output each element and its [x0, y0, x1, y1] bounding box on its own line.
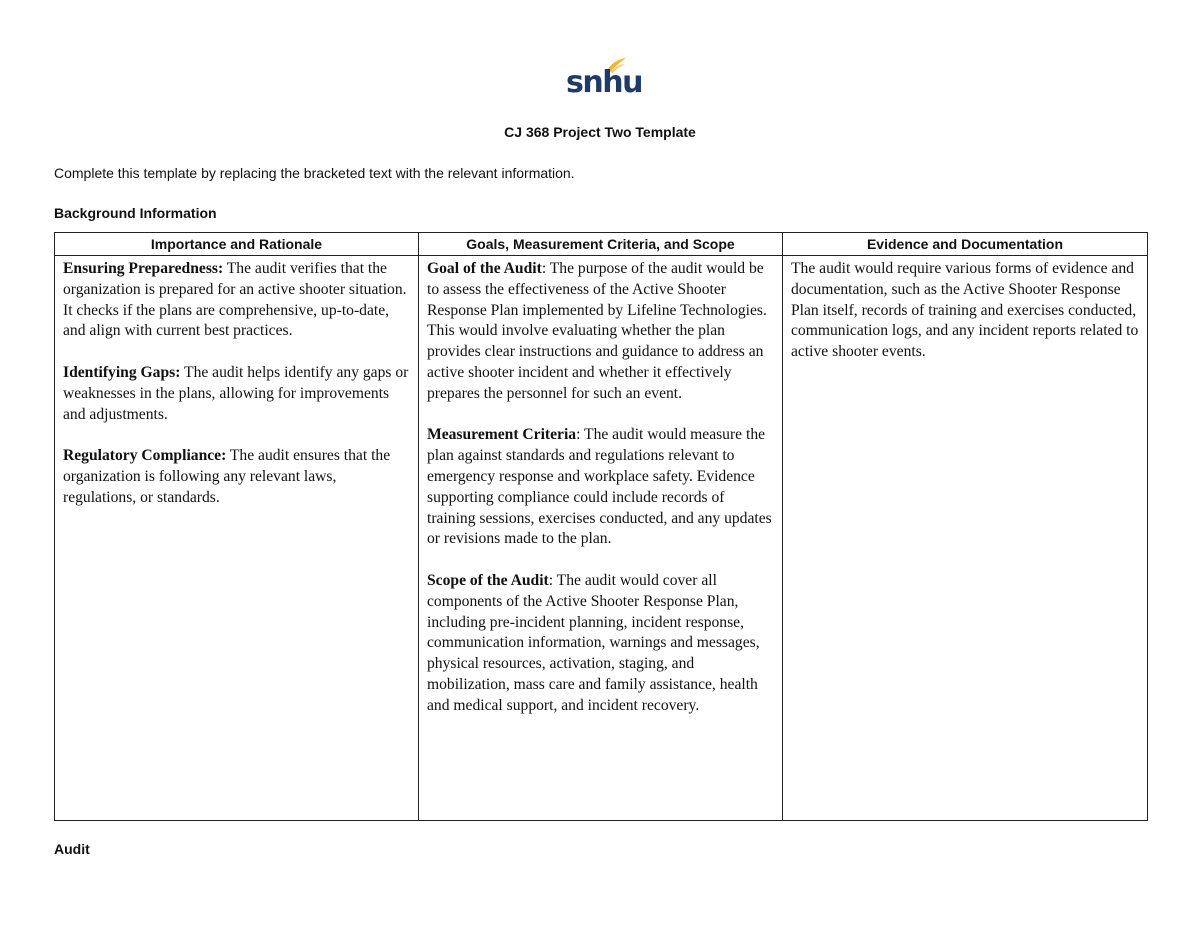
paragraph-evidence: The audit would require various forms of evidence and documentation, such as the Active Shooter Response Plan itself, records of training and exercises conducted, communication logs, and any incident reports related to active shooter events. [791, 260, 1139, 361]
paragraph-text: : The audit would measure the plan against standards and regulations relevant to emergency response and workplace safety. Evidence supporting compliance could include records of training sessions, exercises conducted, and any updates or revisions made to the plan. [427, 426, 772, 548]
paragraph-regulatory-compliance [63, 446, 411, 508]
paragraph-ensuring-preparedness [63, 259, 411, 342]
background-information-heading: Background Information [54, 205, 217, 221]
paragraph-scope-of-audit [427, 571, 775, 717]
instructions-text: Complete this template by replacing the bracketed text with the relevant information. [54, 165, 575, 181]
page-title: CJ 368 Project Two Template [504, 124, 696, 140]
audit-heading: Audit [54, 841, 90, 857]
column-header-goals: Goals, Measurement Criteria, and Scope [419, 233, 783, 256]
table-row [55, 256, 1148, 821]
table-header-row [55, 233, 1148, 256]
logo-wordmark: snhu [566, 65, 642, 100]
paragraph-goal-of-audit [427, 259, 775, 405]
paragraph-label: Measurement Criteria [427, 426, 577, 444]
paragraph-label: Goal of the Audit [427, 260, 542, 277]
paragraph-text: : The audit would cover all components of the Active Shooter Response Plan, including pre-incident planning, incident response, communication information, warnings and messages, physical resources, activation, staging, and mobilization, mass care and family assistance, health and medical support, and incident recovery. [427, 571, 760, 714]
paragraph-label: Regulatory Compliance: [63, 447, 227, 465]
paragraph-identifying-gaps [63, 363, 411, 425]
goals-cell[interactable] [419, 256, 783, 821]
paragraph-label: Identifying Gaps: [63, 363, 181, 381]
column-header-evidence: Evidence and Documentation [783, 233, 1148, 256]
paragraph-text: The audit verifies that the organization is prepared for an active shooter situation. It checks if the plans are comprehensive, up-to-date, and align with current best practices. [63, 260, 407, 340]
paragraph-text: The audit helps identify any gaps or weaknesses in the plans, allowing for improvements and adjustments. [63, 363, 409, 423]
paragraph-text: : The purpose of the audit would be to assess the effectiveness of the Active Shooter Response Plan implemented by Lifeline Technologies. This would involve evaluating whether the plan provides clear instructions and guidance to address an active shooter incident and whether it effectively prepares the personnel for such an event. [427, 260, 767, 402]
background-information-table [54, 232, 1148, 821]
evidence-cell[interactable] [783, 256, 1148, 821]
paragraph-label: Ensuring Preparedness: [63, 260, 224, 277]
snhu-logo [564, 56, 642, 104]
column-header-importance: Importance and Rationale [55, 233, 419, 256]
paragraph-label: Scope of the Audit [427, 571, 549, 589]
paragraph-text: The audit ensures that the organization is following any relevant laws, regulations, or standards. [63, 447, 391, 506]
importance-cell[interactable] [55, 256, 419, 821]
paragraph-measurement-criteria [427, 425, 775, 550]
